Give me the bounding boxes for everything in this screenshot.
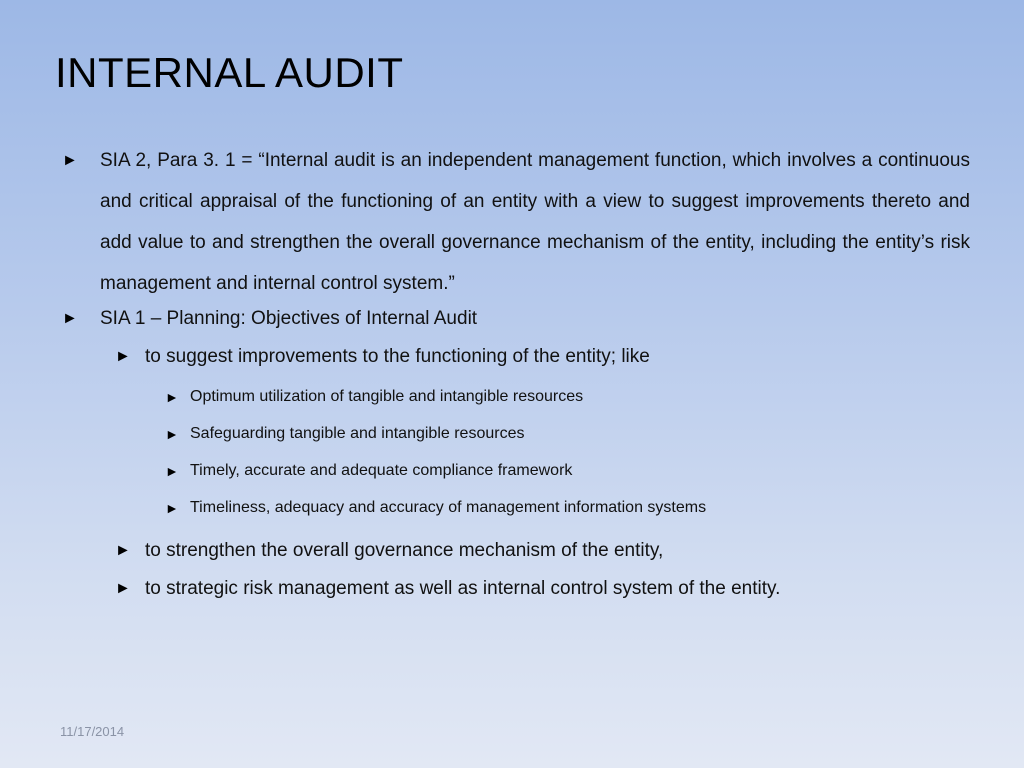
sub-bullet-item	[105, 342, 970, 372]
sub-bullet-item	[105, 536, 970, 566]
bullet-text: to strengthen the overall governance mechanism of the entity,	[145, 540, 664, 561]
arrow-bullet-icon: ►	[115, 542, 131, 559]
bullet-text: SIA 1 – Planning: Objectives of Internal Audit	[100, 308, 478, 329]
slide-date: 11/17/2014	[60, 724, 125, 739]
bullet-text: Timeliness, adequacy and accuracy of management information systems	[190, 499, 707, 516]
sub-sub-bullet-item	[165, 496, 970, 520]
sub-sub-bullet-item	[165, 459, 970, 483]
bullet-text: to strategic risk management as well as internal control system of the entity.	[145, 578, 781, 599]
bullet-text: to suggest improvements to the functioning of the entity; like	[145, 346, 650, 367]
arrow-bullet-icon: ►	[165, 463, 179, 479]
slide-title: INTERNAL AUDIT	[55, 49, 404, 96]
bullet-item	[60, 140, 970, 304]
arrow-bullet-icon: ►	[115, 348, 131, 365]
arrow-bullet-icon: ►	[165, 500, 179, 516]
arrow-bullet-icon: ►	[62, 310, 78, 327]
bullet-text: Optimum utilization of tangible and intangible resources	[190, 388, 584, 405]
sub-sub-bullet-item	[165, 422, 970, 446]
bullet-text: Timely, accurate and adequate compliance framework	[190, 462, 573, 479]
sub-bullet-item	[105, 574, 970, 604]
bullet-text: SIA 2, Para 3. 1 = “Internal audit is an independent management function, which involves a continuous and critical appraisal of the functioning of an entity with a view to suggest improvements thereto and add value to and strengthen the overall governance mechanism of the entity, including the entity’s risk management and internal control system.”	[100, 150, 970, 294]
arrow-bullet-icon: ►	[115, 580, 131, 597]
sub-sub-bullet-item	[165, 385, 970, 409]
bullet-text: Safeguarding tangible and intangible resources	[190, 425, 525, 442]
arrow-bullet-icon: ►	[165, 389, 179, 405]
arrow-bullet-icon: ►	[165, 426, 179, 442]
slide-body	[60, 140, 970, 604]
arrow-bullet-icon: ►	[62, 152, 78, 169]
bullet-item	[60, 304, 970, 334]
